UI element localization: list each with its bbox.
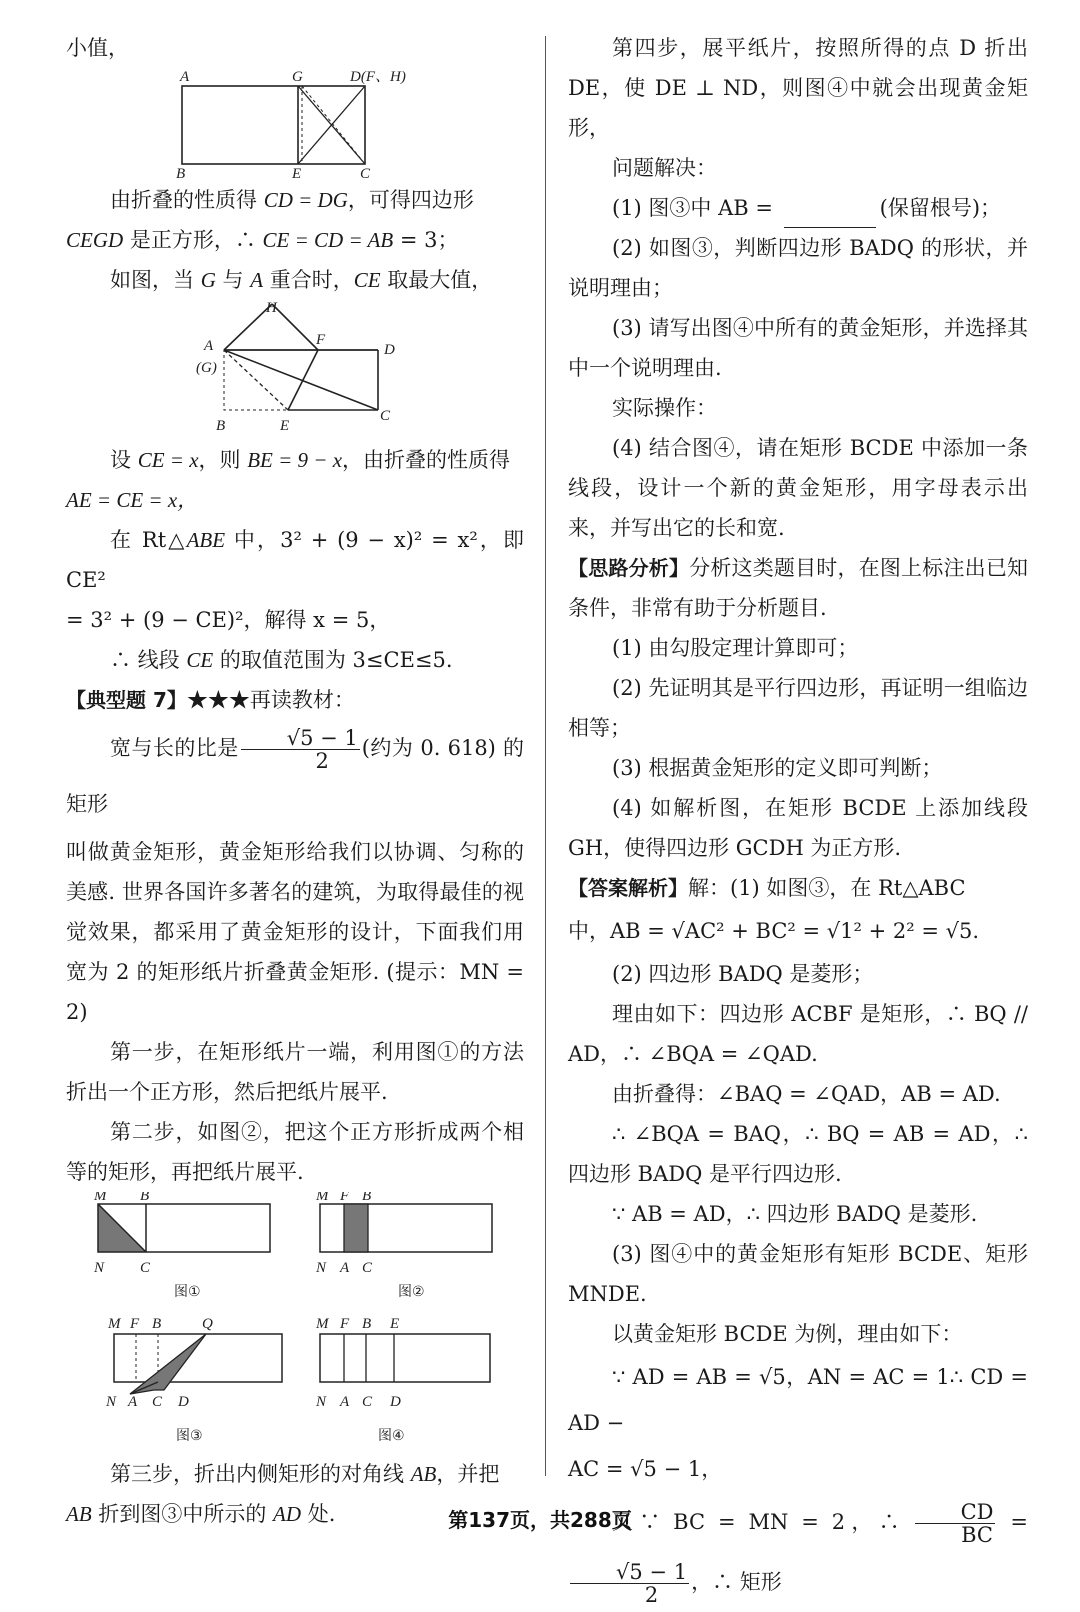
label-C: C [380, 408, 391, 424]
paragraph: (3) 图④中的黄金矩形有矩形 BCDE、矩形 MNDE. [568, 1242, 1028, 1306]
f4-label-F: F [340, 1316, 350, 1332]
diagrams-1-2 [66, 1192, 524, 1312]
caption-fig2: 图② [398, 1284, 425, 1300]
left-column [66, 28, 524, 1534]
label-H: H [266, 300, 277, 316]
f3-label-Q: Q [202, 1316, 213, 1332]
paragraph: 第四步，展平纸片，按照所得的点 D 折出 DE，使 DE ⊥ ND，则图④中就会出现黄金矩形， [568, 36, 1028, 140]
paragraph: AE = CE = x， [66, 488, 199, 512]
f2-label-M: M [316, 1192, 329, 1204]
paragraph: (2) 先证明其是平行四边形，再证明一组临边相等； [568, 676, 1028, 740]
label-E: E [280, 418, 290, 434]
paragraph: 理由如下：四边形 ACBF 是矩形，∴ BQ // AD，∴ ∠BQA = ∠QAD. [568, 1002, 1028, 1066]
text-line: 小值， [66, 36, 129, 60]
figure-group-1-2 [66, 1192, 524, 1312]
paragraph: (1) 由勾股定理计算即可； [612, 636, 859, 660]
paragraph: 如图，当 G 与 A 重合时，CE 取最大值， [110, 268, 493, 292]
answer-blank [784, 203, 876, 228]
paragraph: 由折叠的性质得 CD = DG，可得四边形 [110, 188, 474, 212]
f3-label-A: A [128, 1394, 138, 1410]
paragraph: ∵ AD = AB = √5，AN = AC = 1∴ CD = AD − [568, 1365, 1028, 1435]
f4-label-M: M [316, 1316, 329, 1332]
paragraph: 又∵ BC = MN = 2，∴ $\frac{CD}{BC}$ = $\frac{√5 - 1}{2}$ ，∴ 矩形 [568, 1492, 1028, 1612]
f3-label-M: M [108, 1316, 121, 1332]
paragraph: 实际操作： [612, 396, 717, 420]
label-G: G [292, 69, 303, 85]
label-A: A [180, 69, 190, 85]
paragraph: 在 Rt△ABE 中，3² + (9 − x)² = x²，即 CE² [66, 528, 524, 592]
f2-label-F: F [340, 1192, 350, 1204]
label-D: D [384, 342, 395, 358]
caption-fig4: 图④ [378, 1428, 405, 1444]
typical-problem-heading: 【典型题 7】★★★再读教材： [66, 688, 355, 712]
paragraph: 中，AB = √AC² + BC² = √1² + 2² = √5. [568, 919, 980, 943]
figure-group-3-4 [66, 1312, 524, 1454]
f2-label-B: B [362, 1192, 372, 1204]
paragraph: ∴ ∠BQA = BAQ，∴ BQ = AB = AD，∴ 四边形 BADQ 是平行四边形. [568, 1122, 1028, 1186]
figure-rectangle-fold-1 [66, 68, 524, 180]
analysis-heading: 【思路分析】分析这类题目时，在图上标注出已知条件，非常有助于分析题目. [568, 556, 1029, 620]
paragraph: AC = √5 − 1， [568, 1457, 723, 1481]
paragraph: ∴ 线段 CE 的取值范围为 3≤CE≤5. [110, 648, 453, 672]
caption-fig1: 图① [174, 1284, 201, 1300]
label-A: A [204, 338, 214, 354]
f2-label-A: A [340, 1260, 350, 1276]
f4-label-E: E [390, 1316, 400, 1332]
caption-fig3: 图③ [176, 1428, 203, 1444]
answer-heading: 【答案解析】解：(1) 如图③，在 Rt△ABC [568, 876, 966, 900]
f3-label-F: F [130, 1316, 140, 1332]
paragraph: (4) 如解析图，在矩形 BCDE 上添加线段 GH，使得四边形 GCDH 为正方形. [568, 796, 1028, 860]
f1-label-N: N [94, 1260, 105, 1276]
fraction: $\frac{√5 - 1}{2}$ [570, 1561, 689, 1606]
paragraph: 以黄金矩形 BCDE 为例，理由如下： [612, 1322, 963, 1346]
question-4: (4) 结合图④，请在矩形 BCDE 中添加一条线段，设计一个新的黄金矩形，用字母表示出来，并写出它的长和宽. [568, 436, 1028, 540]
paragraph: ∵ AB = AD，∴ 四边形 BADQ 是菱形. [612, 1202, 978, 1226]
question-3: (3) 请写出图④中所有的黄金矩形，并选择其中一个说明理由. [568, 316, 1028, 380]
f2-label-N: N [316, 1260, 327, 1276]
paragraph: 宽与长的比是 $\frac{√5 - 1}{2}$ (约为 0. 618) 的矩形 [66, 726, 524, 816]
label-D: D(F、H) [350, 69, 406, 85]
f4-label-D: D [390, 1394, 401, 1410]
paragraph: 设 CE = x，则 BE = 9 − x，由折叠的性质得 [110, 448, 511, 472]
f1-label-C: C [140, 1260, 151, 1276]
fold-diagram-2 [66, 300, 524, 440]
paragraph: (3) 根据黄金矩形的定义即可判断； [612, 756, 943, 780]
fraction: $\frac{√5 - 1}{2}$ [241, 727, 360, 772]
fold-diagram-1 [66, 68, 524, 180]
fraction: $\frac{CD}{BC}$ [915, 1501, 996, 1546]
label-G: (G) [196, 360, 217, 376]
f3-label-C: C [152, 1394, 163, 1410]
label-B: B [216, 418, 226, 434]
f4-label-C: C [362, 1394, 373, 1410]
label-F: F [316, 332, 326, 348]
column-divider [545, 36, 546, 1476]
paragraph: AB 折到图③中所示的 AD 处. [66, 1502, 336, 1526]
paragraph: (2) 四边形 BADQ 是菱形； [612, 962, 874, 986]
paragraph: 叫做黄金矩形，黄金矩形给我们以协调、匀称的美感. 世界各国许多著名的建筑，为取得最佳的视觉效果，都采用了黄金矩形的设计，下面我们用宽为 2 的矩形纸片折叠黄金矩形. (提示：MN = 2) [66, 840, 524, 1024]
f3-label-N: N [106, 1394, 117, 1410]
page-footer: 第137页，共288页 [448, 1508, 632, 1532]
question-2: (2) 如图③，判断四边形 BADQ 的形状，并说明理由； [568, 236, 1028, 300]
label-E: E [292, 166, 302, 180]
label-C: C [360, 166, 371, 180]
paragraph: 第一步，在矩形纸片一端，利用图①的方法折出一个正方形，然后把纸片展平. [66, 1040, 524, 1104]
f1-label-B: B [140, 1192, 150, 1204]
diagrams-3-4 [66, 1312, 524, 1454]
right-column [568, 28, 1028, 1612]
paragraph: = 3² + (9 − CE)²，解得 x = 5， [66, 608, 391, 632]
question-1: (1) 图③中 AB = (保留根号)； [568, 188, 1028, 228]
paragraph: 由折叠得：∠BAQ = ∠QAD，AB = AD. [612, 1082, 1001, 1106]
paragraph: 问题解决： [612, 156, 717, 180]
label-B: B [176, 166, 186, 180]
f3-label-D: D [178, 1394, 189, 1410]
paragraph: 第三步，折出内侧矩形的对角线 AB，并把 [110, 1462, 500, 1486]
f1-label-M: M [94, 1192, 107, 1204]
f4-label-N: N [316, 1394, 327, 1410]
paragraph: CEGD 是正方形，∴ CE = CD = AB = 3； [66, 228, 459, 252]
f4-label-B: B [362, 1316, 372, 1332]
f4-label-A: A [340, 1394, 350, 1410]
f3-label-B: B [152, 1316, 162, 1332]
paragraph: 第二步，如图②，把这个正方形折成两个相等的矩形，再把纸片展平. [66, 1120, 524, 1184]
f2-label-C: C [362, 1260, 373, 1276]
figure-rectangle-fold-2 [66, 300, 524, 440]
